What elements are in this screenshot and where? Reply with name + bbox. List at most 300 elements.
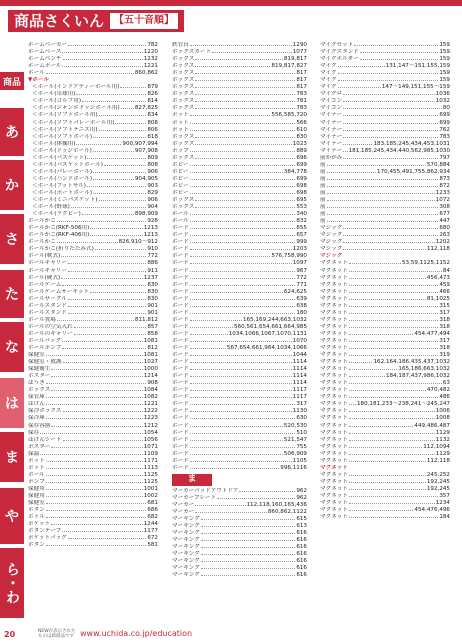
footer-url[interactable]: www.uchida.co.jp/education <box>80 629 193 638</box>
index-entry[interactable] <box>28 387 158 394</box>
index-entry[interactable] <box>172 523 307 530</box>
index-entry[interactable] <box>172 415 307 422</box>
index-entry[interactable] <box>320 408 450 415</box>
entry-page: 245,252 <box>426 471 450 478</box>
index-entry[interactable] <box>172 359 307 366</box>
index-entry[interactable] <box>28 260 158 267</box>
index-entry[interactable] <box>172 134 307 141</box>
sidebar-tab-3[interactable]: さ <box>0 214 24 264</box>
index-entry[interactable] <box>172 169 307 176</box>
dot-leader <box>46 479 143 483</box>
index-entry[interactable] <box>172 77 307 84</box>
dot-leader <box>343 91 435 95</box>
dot-leader <box>190 451 283 455</box>
entry-page: 999 <box>296 239 307 246</box>
index-entry[interactable] <box>320 289 450 296</box>
index-entry[interactable] <box>320 169 450 176</box>
index-entry[interactable] <box>172 444 307 451</box>
index-entry[interactable] <box>320 253 450 260</box>
index-entry[interactable] <box>320 310 450 317</box>
index-entry[interactable] <box>320 437 450 444</box>
index-entry[interactable] <box>172 211 307 218</box>
index-entry[interactable] <box>28 176 158 183</box>
index-entry[interactable] <box>172 91 307 98</box>
index-entry[interactable] <box>28 373 158 380</box>
index-entry[interactable] <box>28 542 158 549</box>
index-entry[interactable] <box>320 401 450 408</box>
index-entry[interactable] <box>28 408 158 415</box>
entry-label: 保存 <box>28 429 40 436</box>
index-entry[interactable] <box>172 42 307 49</box>
index-entry[interactable] <box>28 127 158 134</box>
entry-page: 860,862,1122 <box>267 509 307 515</box>
entry-page: 1125 <box>143 478 158 485</box>
entry-label: ＜ボール(ミニバスケット) <box>32 197 98 204</box>
entry-page: 817 <box>296 84 307 91</box>
dot-leader <box>57 317 134 321</box>
index-entry[interactable] <box>28 479 158 486</box>
entry-label: ボード <box>172 345 189 352</box>
index-entry[interactable] <box>28 98 158 105</box>
index-entry[interactable] <box>28 218 158 225</box>
index-entry[interactable] <box>28 197 158 204</box>
index-entry[interactable] <box>172 572 307 579</box>
index-entry[interactable] <box>28 155 158 162</box>
index-entry[interactable] <box>28 141 158 148</box>
index-entry[interactable] <box>28 437 158 444</box>
index-entry[interactable] <box>28 465 158 472</box>
index-entry[interactable] <box>320 162 450 169</box>
index-entry[interactable] <box>320 56 450 63</box>
dot-leader <box>201 565 296 569</box>
index-entry[interactable] <box>28 275 158 282</box>
index-entry[interactable] <box>320 105 450 112</box>
index-entry[interactable] <box>172 112 307 119</box>
index-entry[interactable] <box>320 190 450 197</box>
index-entry[interactable] <box>320 49 450 56</box>
index-entry[interactable] <box>172 423 307 430</box>
index-entry[interactable] <box>172 84 307 91</box>
index-entry[interactable] <box>28 310 158 317</box>
index-entry[interactable] <box>172 558 307 565</box>
index-entry[interactable] <box>28 183 158 190</box>
index-entry[interactable] <box>28 239 158 246</box>
index-entry[interactable] <box>28 394 158 401</box>
index-entry[interactable] <box>172 551 307 558</box>
entry-label: ボード <box>172 281 189 288</box>
index-entry[interactable] <box>28 493 158 500</box>
entry-label: マグネット <box>320 323 348 330</box>
index-entry[interactable] <box>172 430 307 437</box>
index-entry[interactable] <box>28 317 158 324</box>
index-entry[interactable] <box>28 268 158 275</box>
index-entry[interactable] <box>172 232 307 239</box>
index-entry[interactable] <box>172 317 307 324</box>
index-entry[interactable] <box>28 84 158 91</box>
index-entry[interactable] <box>320 246 450 253</box>
index-entry[interactable] <box>28 401 158 408</box>
index-entry[interactable] <box>320 465 450 472</box>
entry-label: マーカー <box>172 509 195 515</box>
index-entry[interactable] <box>28 486 158 493</box>
index-entry[interactable] <box>172 49 307 56</box>
index-entry[interactable] <box>172 366 307 373</box>
index-entry[interactable] <box>28 63 158 70</box>
index-entry[interactable] <box>172 253 307 260</box>
index-entry[interactable] <box>172 275 307 282</box>
entry-page: 699 <box>296 175 307 182</box>
index-entry[interactable] <box>28 472 158 479</box>
dot-leader <box>360 56 439 60</box>
entry-page: 616 <box>296 572 307 579</box>
entry-label: ボールスタンド <box>28 302 67 309</box>
index-entry[interactable] <box>320 514 450 521</box>
index-entry[interactable] <box>28 148 158 155</box>
index-entry[interactable] <box>28 204 158 211</box>
index-entry[interactable] <box>28 232 158 239</box>
dot-leader <box>349 394 438 398</box>
dot-leader <box>349 472 426 476</box>
entry-page: 1125 <box>143 471 158 478</box>
index-entry[interactable] <box>172 451 307 458</box>
index-entry[interactable] <box>320 493 450 500</box>
index-entry[interactable] <box>320 225 450 232</box>
index-entry[interactable] <box>320 366 450 373</box>
index-entry[interactable] <box>172 162 307 169</box>
index-entry[interactable] <box>28 225 158 232</box>
index-entry[interactable] <box>320 331 450 338</box>
index-entry[interactable] <box>172 289 307 296</box>
entry-label: ボード <box>172 330 189 337</box>
index-entry[interactable] <box>172 310 307 317</box>
index-entry[interactable] <box>320 197 450 204</box>
dot-leader <box>195 98 295 102</box>
index-entry[interactable] <box>28 56 158 63</box>
index-entry[interactable] <box>172 458 307 465</box>
sidebar-tab-9[interactable]: ら・わ <box>0 548 24 618</box>
index-entry[interactable] <box>28 77 158 84</box>
entry-label: ＜ボール(体操用) <box>32 140 76 147</box>
index-entry[interactable] <box>28 169 158 176</box>
sidebar-tab-0[interactable]: 商品 <box>0 72 24 90</box>
index-entry[interactable] <box>28 500 158 507</box>
index-entry[interactable] <box>172 465 307 472</box>
entry-label: ボード <box>172 457 189 464</box>
dot-leader <box>338 63 385 67</box>
index-entry[interactable] <box>28 444 158 451</box>
index-entry[interactable] <box>172 141 307 148</box>
index-entry[interactable] <box>172 225 307 232</box>
dot-leader <box>190 176 296 180</box>
index-entry[interactable] <box>320 282 450 289</box>
sidebar-tab-6[interactable]: は <box>0 378 24 428</box>
entry-label: ボールかご(折りたたみ式) <box>28 246 94 253</box>
index-entry[interactable] <box>28 331 158 338</box>
index-entry[interactable] <box>28 289 158 296</box>
index-entry[interactable] <box>172 120 307 127</box>
index-entry[interactable] <box>172 282 307 289</box>
index-entry[interactable] <box>172 509 307 516</box>
index-entry[interactable] <box>28 211 158 218</box>
index-entry[interactable] <box>172 408 307 415</box>
entry-page: 699 <box>439 112 450 119</box>
dot-leader <box>51 366 142 370</box>
dot-leader <box>349 310 438 314</box>
dot-leader <box>87 183 146 187</box>
index-entry[interactable] <box>28 49 158 56</box>
index-entry[interactable] <box>172 544 307 551</box>
dot-leader <box>62 528 142 532</box>
entry-label: ボード <box>172 253 189 260</box>
index-entry[interactable] <box>172 204 307 211</box>
index-entry[interactable] <box>320 472 450 479</box>
index-column <box>320 42 450 521</box>
index-entry[interactable] <box>172 56 307 63</box>
index-entry[interactable] <box>320 352 450 359</box>
index-entry[interactable] <box>172 70 307 77</box>
index-entry[interactable] <box>172 373 307 380</box>
dot-leader <box>201 572 296 576</box>
entry-page: 809 <box>147 154 158 161</box>
index-entry[interactable] <box>320 204 450 211</box>
index-entry[interactable] <box>28 120 158 127</box>
index-entry[interactable] <box>172 331 307 338</box>
index-entry[interactable] <box>28 352 158 359</box>
index-entry[interactable] <box>28 366 158 373</box>
index-entry[interactable] <box>172 488 307 495</box>
index-entry[interactable] <box>28 324 158 331</box>
index-entry[interactable] <box>320 98 450 105</box>
entry-label: ボールかご(RKF-506用) <box>28 225 90 232</box>
entry-label: マグネット <box>320 274 348 281</box>
entry-page: 159 <box>439 70 450 77</box>
index-entry[interactable] <box>320 387 450 394</box>
index-entry[interactable] <box>320 345 450 352</box>
index-entry[interactable] <box>320 112 450 119</box>
index-entry[interactable] <box>320 268 450 275</box>
index-entry[interactable] <box>320 359 450 366</box>
index-entry[interactable] <box>28 70 158 77</box>
index-entry[interactable] <box>172 197 307 204</box>
index-entry[interactable] <box>320 430 450 437</box>
sidebar-tab-4[interactable]: た <box>0 270 24 318</box>
index-entry[interactable] <box>172 190 307 197</box>
index-entry[interactable] <box>320 317 450 324</box>
index-entry[interactable] <box>28 380 158 387</box>
index-entry[interactable] <box>320 155 450 162</box>
index-entry[interactable] <box>28 190 158 197</box>
index-entry[interactable] <box>172 502 307 509</box>
sidebar-tab-1[interactable]: あ <box>0 108 24 156</box>
index-entry[interactable] <box>172 437 307 444</box>
index-entry[interactable] <box>172 98 307 105</box>
entry-label: ボックス <box>172 105 195 112</box>
index-entry[interactable] <box>28 112 158 119</box>
index-entry[interactable] <box>320 451 450 458</box>
index-entry[interactable] <box>320 211 450 218</box>
index-entry[interactable] <box>320 127 450 134</box>
index-entry[interactable] <box>320 176 450 183</box>
index-entry[interactable] <box>28 514 158 521</box>
index-entry[interactable] <box>172 239 307 246</box>
index-entry[interactable] <box>320 239 450 246</box>
index-entry[interactable] <box>320 63 450 70</box>
index-entry[interactable] <box>28 507 158 514</box>
index-entry[interactable] <box>28 338 158 345</box>
index-entry[interactable] <box>28 521 158 528</box>
entry-label: マグネット <box>320 345 348 352</box>
index-entry[interactable] <box>28 415 158 422</box>
index-entry[interactable] <box>320 91 450 98</box>
index-entry[interactable] <box>28 105 158 112</box>
index-entry[interactable] <box>172 176 307 183</box>
entry-page: 560,561,654,661,664,985 <box>234 323 307 330</box>
entry-label: マーキング <box>172 523 200 530</box>
sidebar-tab-2[interactable]: か <box>0 160 24 210</box>
index-entry[interactable] <box>320 394 450 401</box>
dot-leader <box>46 352 143 356</box>
entry-page: 81,1025 <box>426 295 450 302</box>
index-entry[interactable] <box>28 134 158 141</box>
index-entry[interactable] <box>172 352 307 359</box>
entry-page: 566 <box>296 119 307 126</box>
entry-label: ボスター <box>28 373 51 380</box>
index-entry[interactable] <box>172 530 307 537</box>
index-entry[interactable] <box>172 537 307 544</box>
index-entry[interactable] <box>320 260 450 267</box>
index-entry[interactable] <box>172 218 307 225</box>
index-entry[interactable] <box>320 232 450 239</box>
index-entry[interactable] <box>320 324 450 331</box>
dot-leader <box>190 324 233 328</box>
entry-label: マグネット <box>320 309 348 316</box>
index-entry[interactable] <box>172 401 307 408</box>
index-entry[interactable] <box>172 105 307 112</box>
index-entry[interactable] <box>28 91 158 98</box>
index-entry[interactable] <box>320 458 450 465</box>
index-entry[interactable] <box>320 296 450 303</box>
entry-label: ボード <box>172 267 189 274</box>
index-entry[interactable] <box>28 42 158 49</box>
entry-page: 112,118 <box>426 457 450 464</box>
entry-page: 159 <box>439 77 450 84</box>
index-entry[interactable] <box>320 423 450 430</box>
index-entry[interactable] <box>172 338 307 345</box>
index-entry[interactable] <box>28 359 158 366</box>
dot-leader <box>190 148 296 152</box>
index-entry[interactable] <box>28 282 158 289</box>
sidebar-tab-8[interactable]: や <box>0 488 24 544</box>
entry-page: 832 <box>296 218 307 225</box>
index-entry[interactable] <box>320 120 450 127</box>
dot-leader <box>343 112 438 116</box>
index-entry[interactable] <box>172 183 307 190</box>
index-entry[interactable] <box>172 324 307 331</box>
entry-page: 581 <box>147 542 158 549</box>
dot-leader <box>349 458 426 462</box>
dot-leader <box>190 260 292 264</box>
section-heading: ま <box>172 474 212 486</box>
entry-page: 1221 <box>143 63 158 70</box>
entry-page: 112,118,160,165,436 <box>246 501 307 508</box>
index-entry[interactable] <box>28 345 158 352</box>
index-entry[interactable] <box>28 303 158 310</box>
index-entry[interactable] <box>172 127 307 134</box>
index-entry[interactable] <box>320 84 450 91</box>
index-entry[interactable] <box>320 415 450 422</box>
index-entry[interactable] <box>320 479 450 486</box>
index-entry[interactable] <box>320 303 450 310</box>
index-entry[interactable] <box>320 500 450 507</box>
index-entry[interactable] <box>172 565 307 572</box>
index-entry[interactable] <box>172 260 307 267</box>
index-entry[interactable] <box>28 458 158 465</box>
index-entry[interactable] <box>28 535 158 542</box>
index-entry[interactable] <box>172 296 307 303</box>
index-entry[interactable] <box>172 380 307 387</box>
index-entry[interactable] <box>320 148 450 155</box>
index-entry[interactable] <box>172 148 307 155</box>
sidebar-tab-5[interactable]: な <box>0 322 24 372</box>
entry-label: ボード <box>172 380 189 387</box>
index-entry[interactable] <box>28 423 158 430</box>
index-entry[interactable] <box>28 451 158 458</box>
index-entry[interactable] <box>320 338 450 345</box>
index-entry[interactable] <box>320 183 450 190</box>
index-entry[interactable] <box>172 495 307 502</box>
index-entry[interactable] <box>28 246 158 253</box>
entry-page: 1213 <box>143 232 158 239</box>
index-entry[interactable] <box>172 345 307 352</box>
index-entry[interactable] <box>320 42 450 49</box>
index-entry[interactable] <box>320 373 450 380</box>
index-entry[interactable] <box>320 444 450 451</box>
sidebar-tab-7[interactable]: ま <box>0 432 24 482</box>
index-entry[interactable] <box>320 275 450 282</box>
index-entry[interactable] <box>28 296 158 303</box>
dot-leader <box>349 387 426 391</box>
index-entry[interactable] <box>172 246 307 253</box>
index-entry[interactable] <box>172 394 307 401</box>
entry-page: 695 <box>296 197 307 204</box>
entry-page: 319 <box>439 352 450 359</box>
index-entry[interactable] <box>172 268 307 275</box>
dot-leader <box>349 268 442 272</box>
index-entry[interactable] <box>28 162 158 169</box>
entry-page: 1032 <box>435 98 450 105</box>
index-entry[interactable] <box>320 380 450 387</box>
index-entry[interactable] <box>320 70 450 77</box>
index-entry[interactable] <box>172 155 307 162</box>
index-entry[interactable] <box>28 253 158 260</box>
entry-page: 1212 <box>143 422 158 429</box>
index-entry[interactable] <box>320 507 450 514</box>
index-entry[interactable] <box>172 387 307 394</box>
entry-page: 783 <box>439 133 450 140</box>
index-entry[interactable] <box>320 77 450 84</box>
index-entry[interactable] <box>172 303 307 310</box>
index-entry[interactable] <box>320 486 450 493</box>
index-entry[interactable] <box>320 218 450 225</box>
index-entry[interactable] <box>320 141 450 148</box>
entry-page: 783 <box>296 105 307 112</box>
index-entry[interactable] <box>28 430 158 437</box>
index-entry[interactable] <box>28 528 158 535</box>
dot-leader <box>190 183 296 187</box>
index-entry[interactable] <box>172 63 307 70</box>
index-entry[interactable] <box>172 516 307 523</box>
index-entry[interactable] <box>320 134 450 141</box>
